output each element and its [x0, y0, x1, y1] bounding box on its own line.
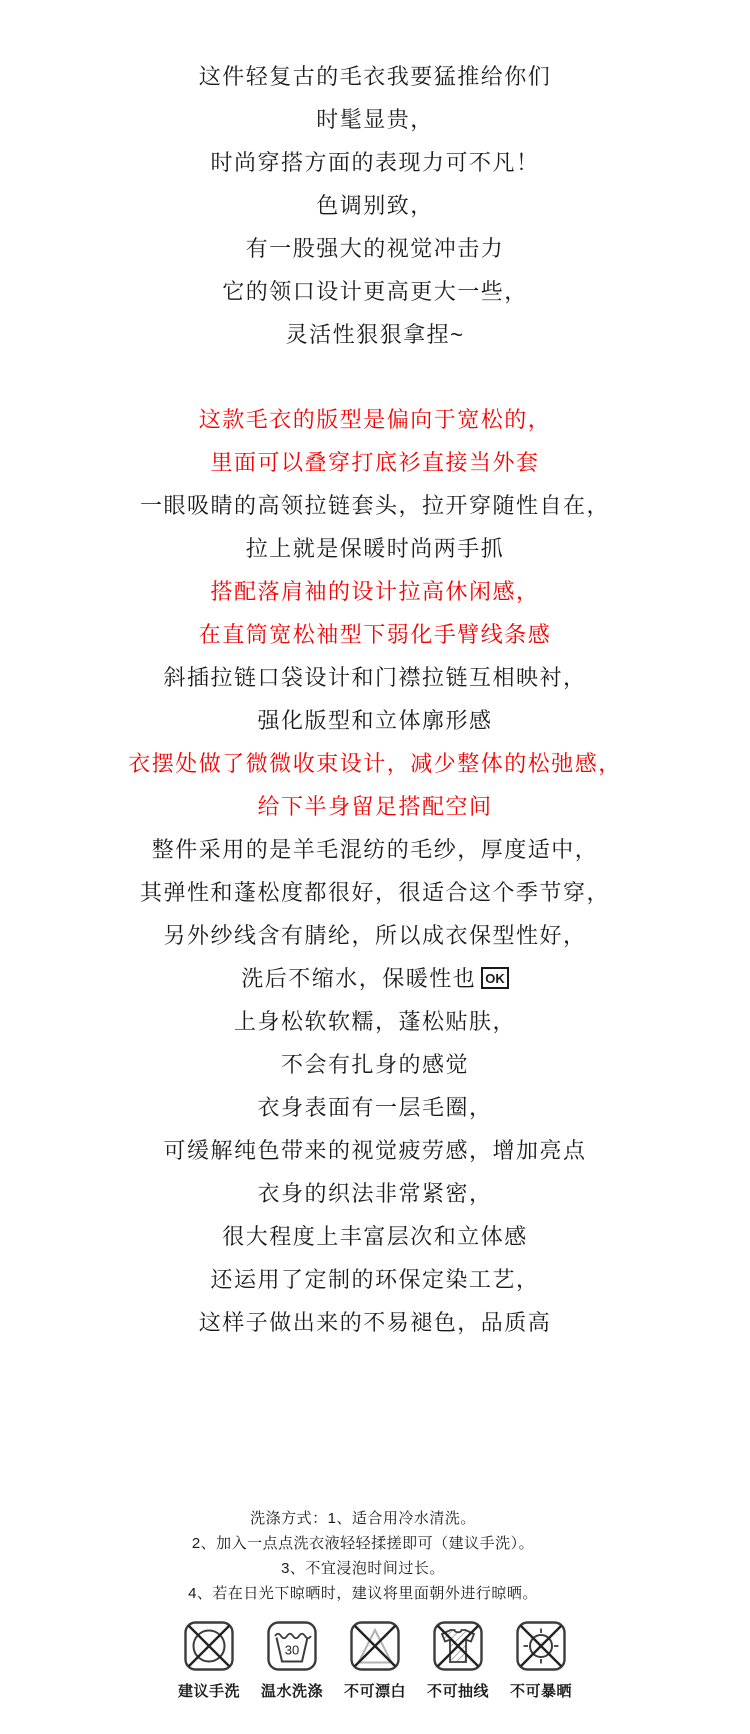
text-line	[0, 1257, 750, 1300]
text-line	[0, 140, 750, 183]
care-icon-label: 不可暴晒	[510, 1683, 573, 1700]
text-line-content: 时髦显贵，	[316, 107, 434, 132]
text-line-content: 里面可以叠穿打底衫直接当外套	[210, 450, 540, 475]
ok-badge: OK	[481, 967, 509, 989]
text-line-content: 另外纱线含有腈纶，所以成衣保型性好，	[163, 923, 587, 948]
text-line-content: 上身松软软糯，蓬松贴肤，	[233, 1009, 516, 1034]
text-line	[0, 183, 750, 226]
text-line-content: 拉上就是保暖时尚两手抓	[245, 536, 505, 561]
care-icon-label: 不可抽线	[427, 1683, 490, 1700]
text-line-content: 斜插拉链口袋设计和门襟拉链互相映衬，	[163, 665, 587, 690]
no-wring-icon	[433, 1621, 483, 1671]
text-line	[0, 1171, 750, 1214]
no-sun-exposure-icon	[516, 1621, 566, 1671]
wash-instructions	[0, 1505, 738, 1605]
text-line-content: 这件轻复古的毛衣我要猛推给你们	[198, 64, 552, 89]
warm-water-wash-icon	[267, 1621, 317, 1671]
text-line-content: 洗后不缩水，保暖性也	[241, 966, 477, 991]
text-line-content: 其弹性和蓬松度都很好，很适合这个季节穿，	[139, 880, 610, 905]
intro-section	[0, 0, 750, 355]
text-line-content: 在直筒宽松袖型下弱化手臂线条感	[198, 622, 552, 647]
text-line	[0, 440, 750, 483]
text-line-content: 整件采用的是羊毛混纺的毛纱，厚度适中，	[151, 837, 599, 862]
text-line-content: 可缓解纯色带来的视觉疲劳感，增加亮点	[163, 1138, 587, 1163]
wash-instruction-line: 4、若在日光下晾晒时，建议将里面朝外进行晾晒。	[188, 1585, 538, 1602]
text-line-content: 这款毛衣的版型是偏向于宽松的，	[198, 407, 552, 432]
text-line	[0, 655, 750, 698]
text-line	[0, 269, 750, 312]
text-line-content: 衣身的织法非常紧密，	[257, 1181, 493, 1206]
text-line	[0, 397, 750, 440]
text-line-content: 灵活性狠狠拿捏~	[285, 322, 465, 347]
text-line	[0, 784, 750, 827]
text-line	[0, 827, 750, 870]
text-line-content: 这样子做出来的不易褪色，品质高	[198, 1310, 552, 1335]
text-line-content: 时尚穿搭方面的表现力可不凡！	[210, 150, 540, 175]
text-line-content: 强化版型和立体廓形感	[257, 708, 493, 733]
text-line	[0, 741, 750, 784]
text-line-content: 搭配落肩袖的设计拉高休闲感，	[210, 579, 540, 604]
text-line-content: 还运用了定制的环保定染工艺，	[210, 1267, 540, 1292]
section-gap	[0, 355, 750, 397]
text-line	[0, 999, 750, 1042]
text-line	[0, 612, 750, 655]
water-temperature-value: 30	[284, 1642, 300, 1658]
care-section	[0, 1505, 738, 1701]
text-line	[0, 54, 750, 97]
text-line	[0, 226, 750, 269]
wash-instruction-line: 洗涤方式：1、适合用冷水清洗。	[250, 1510, 476, 1527]
care-icon-item-no-bleach	[345, 1621, 405, 1701]
hand-wash-icon	[184, 1621, 234, 1671]
text-line	[0, 1042, 750, 1085]
text-line	[0, 569, 750, 612]
text-line	[0, 483, 750, 526]
care-icon-item-warm-water	[262, 1621, 322, 1701]
text-line-content: 很大程度上丰富层次和立体感	[222, 1224, 528, 1249]
care-icons-row	[0, 1621, 750, 1701]
text-line	[0, 1214, 750, 1257]
text-line	[0, 698, 750, 741]
text-line-content: 给下半身留足搭配空间	[257, 794, 493, 819]
text-line-content: 衣摆处做了微微收束设计，减少整体的松弛感，	[128, 751, 622, 776]
care-icon-item-no-wring	[428, 1621, 488, 1701]
text-line-content: 衣身表面有一层毛圈，	[257, 1095, 493, 1120]
text-line	[0, 1085, 750, 1128]
text-line-content: 它的领口设计更高更大一些，	[222, 279, 528, 304]
wash-instruction-line: 3、不宜浸泡时间过长。	[281, 1560, 445, 1577]
wash-instruction-line: 2、加入一点点洗衣液轻轻揉搓即可（建议手洗）。	[191, 1535, 535, 1552]
text-line-content: 不会有扎身的感觉	[280, 1052, 469, 1077]
features-section	[0, 397, 750, 1343]
text-line	[0, 1300, 750, 1343]
no-bleach-icon	[350, 1621, 400, 1671]
text-line	[0, 312, 750, 355]
care-icon-label: 不可漂白	[344, 1683, 407, 1700]
text-line-content: 有一股强大的视觉冲击力	[245, 236, 505, 261]
care-icon-label: 建议手洗	[178, 1683, 241, 1700]
care-icon-item-no-sun	[511, 1621, 571, 1701]
care-icon-item-hand-wash	[179, 1621, 239, 1701]
text-line	[0, 956, 750, 999]
care-icon-label: 温水洗涤	[261, 1683, 324, 1700]
text-line	[0, 870, 750, 913]
text-line	[0, 526, 750, 569]
text-line-content: 一眼吸睛的高领拉链套头，拉开穿随性自在，	[139, 493, 610, 518]
text-line-content: 色调别致，	[316, 193, 434, 218]
text-line	[0, 913, 750, 956]
text-line	[0, 97, 750, 140]
text-line	[0, 1128, 750, 1171]
